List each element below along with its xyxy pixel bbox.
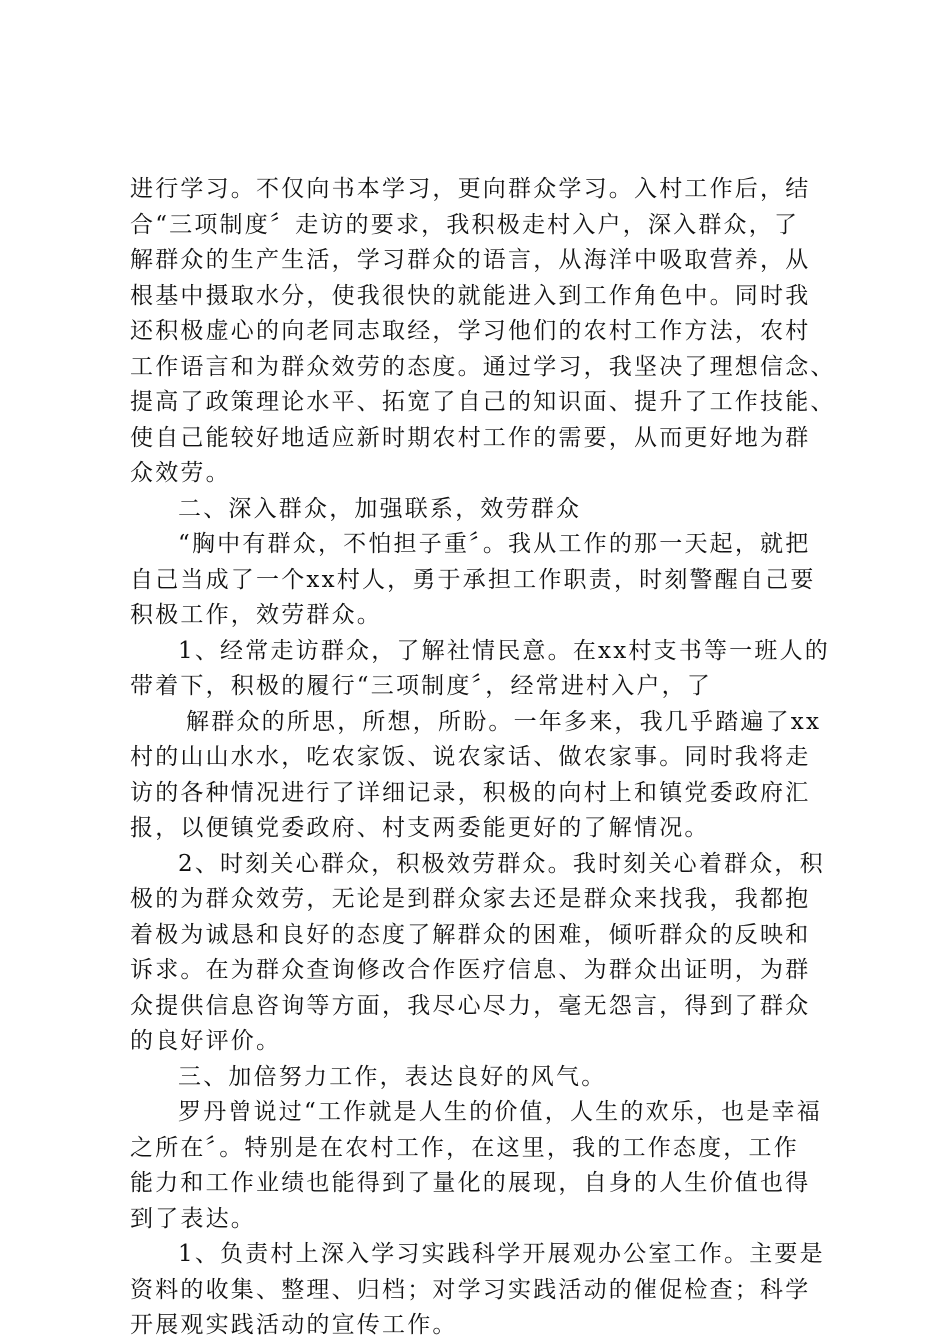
text-line: 工作语言和为群众效劳的态度。通过学习，我坚决了理想信念、 (130, 353, 836, 380)
text-line: 之所在〞。特别是在农村工作，在这里，我的工作态度，工作 (130, 1134, 799, 1161)
document-body (130, 172, 836, 1344)
text-line: 使自己能较好地适应新时期农村工作的需要，从而更好地为群 (130, 424, 811, 451)
text-line: 着极为诚恳和良好的态度了解群众的困难，倾听群众的反映和 (130, 921, 811, 948)
text-line: 合“三项制度〞走访的要求，我积极走村入户，深入群众，了 (130, 211, 800, 238)
text-line: 1、负责村上深入学习实践科学开展观办公室工作。主要是 (178, 1241, 825, 1267)
text-line: 报，以便镇党委政府、村支两委能更好的了解情况。 (130, 815, 710, 841)
text-line: 开展观实践活动的宣传工作。 (130, 1312, 458, 1338)
text-line: 能力和工作业绩也能得到了量化的展现，自身的人生价值也得 (130, 1170, 811, 1196)
text-line: 积极工作，效劳群众。 (130, 602, 382, 628)
text-line: 2、时刻关心群众，积极效劳群众。我时刻关心着群众，积 (178, 850, 825, 877)
text-line: 自己当成了一个xx村人，勇于承担工作职责，时刻警醒自己要 (130, 566, 816, 593)
text-line: 进行学习。不仅向书本学习，更向群众学习。入村工作后，结 (130, 176, 811, 202)
section-heading: 三、加倍努力工作，表达良好的风气。 (178, 1063, 607, 1090)
text-line: 罗丹曾说过“工作就是人生的价值，人生的欢乐，也是幸福 (178, 1099, 822, 1125)
text-line: 带着下，积极的履行“三项制度〞，经常进村入户，了 (130, 673, 713, 699)
section-heading: 二、深入群众，加强联系，效劳群众 (178, 495, 582, 522)
text-line: 村的山山水水，吃农家饭、说农家话、做农家事。同时我将走 (130, 744, 811, 770)
text-line: 提高了政策理论水平、拓宽了自己的知识面、提升了工作技能、 (130, 389, 836, 415)
text-line: 解群众的所思，所想，所盼。一年多来，我几乎踏遍了xx (186, 708, 822, 735)
text-line: 还积极虚心的向老同志取经，学习他们的农村工作方法，农村 (130, 318, 811, 344)
text-line: 1、经常走访群众，了解社情民意。在xx村支书等一班人的 (178, 637, 830, 664)
text-line: 众效劳。 (130, 460, 231, 486)
text-line: 众提供信息咨询等方面，我尽心尽力，毫无怨言，得到了群众 (130, 992, 811, 1019)
text-line: 的良好评价。 (130, 1028, 282, 1054)
text-line: 极的为群众效劳，无论是到群众家去还是群众来找我，我都抱 (130, 886, 811, 912)
text-line: 根基中摄取水分，使我很快的就能进入到工作角色中。同时我 (130, 282, 811, 309)
text-line: 资料的收集、整理、归档；对学习实践活动的催促检查；科学 (130, 1276, 811, 1303)
text-line: “胸中有群众，不怕担子重〞。我从工作的那一天起，就把 (178, 531, 811, 557)
text-line: 到了表达。 (130, 1205, 256, 1232)
text-line: 访的各种情况进行了详细记录，积极的向村上和镇党委政府汇 (130, 779, 811, 806)
text-line: 解群众的生产生活，学习群众的语言，从海洋中吸取营养，从 (130, 247, 811, 273)
text-line: 诉求。在为群众查询修改合作医疗信息、为群众出证明，为群 (130, 957, 811, 983)
